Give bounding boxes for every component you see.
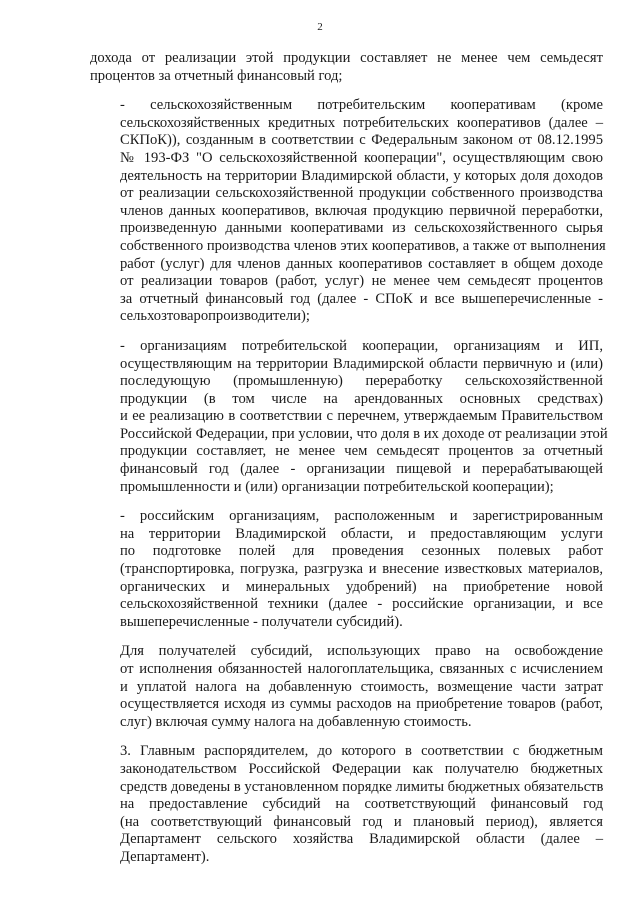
text-line: Российской Федерации, при условии, что доля в их доходе от реализации этой [120,425,608,442]
text-line: собственного производства членов этих кооперативов, а также от выполнения [120,237,606,254]
text-line: - российским организациям, расположенным и зарегистрированным [120,508,603,525]
text-line: от реализации сельскохозяйственной продукции собственного производства [120,185,603,202]
document-body [90,50,608,867]
text-line: промышленности и (или) организации потребительской кооперации); [120,478,554,495]
text-line: продукции составляет, не менее чем семьдесят процентов за отчетный [120,443,603,460]
text-line: СКПоК)), созданным в соответствии с Федеральным законом от 08.12.1995 [120,132,603,149]
text-line: произведенную данными кооперативами из сельскохозяйственного сырья [120,220,603,237]
text-line: Департамент). [120,848,210,865]
text-line: финансовый год (далее - организации пищевой и перерабатывающей [120,461,603,478]
text-line: сельхозтоваропроизводители); [120,308,310,325]
text-line: последующую (промышленную) переработку сельскохозяйственной [120,373,603,390]
page-number: 2 [317,21,323,33]
text-line: 3. Главным распорядителем, до которого в соответствии с бюджетным [120,743,603,760]
text-line: сельскохозяйственных кредитных потребительских кооперативов (далее – [120,114,603,131]
text-line: сельскохозяйственной техники (далее - российские организации, и все [120,596,603,613]
paragraph [90,643,603,731]
paragraph [90,508,603,631]
text-line: органических и минеральных удобрений) на приобретение новой [120,578,603,595]
text-line: - сельскохозяйственным потребительским кооперативам (кроме [120,97,603,114]
paragraph [90,97,606,326]
text-line: слуг) включая сумму налога на добавленную стоимость. [120,713,472,730]
paragraph [90,337,608,496]
text-line: вышеперечисленные - получатели субсидий). [120,613,403,630]
text-line: осуществляется исходя из суммы расходов на приобретение товаров (работ, [120,696,603,713]
text-line: (на соответствующий финансовый год и плановый период), является [120,813,603,830]
text-line: деятельность на территории Владимирской области, у которых доля доходов [120,167,603,184]
text-line: дохода от реализации этой продукции составляет не менее чем семьдесят [90,50,603,66]
paragraph [90,50,603,85]
text-line: и ее реализацию в соответствии с перечнем, утверждаемым Правительством [120,408,603,425]
text-line: за отчетный финансовый год (далее - СПоК и все вышеперечисленные - [120,290,603,307]
text-line: работ (услуг) для членов данных кооперативов составляет в общем доходе [120,255,603,272]
text-line: № 193-ФЗ "О сельскохозяйственной кооперации", осуществляющим свою [120,149,603,166]
text-line: законодательством Российской Федерации как получателю бюджетных [120,760,603,777]
text-line: Для получателей субсидий, использующих право на освобождение [120,643,603,660]
text-line: осуществляющим на территории Владимирской области первичную и (или) [120,355,603,372]
text-line: процентов за отчетный финансовый год; [90,67,343,84]
text-line: и уплатой налога на добавленную стоимость, возмещение части затрат [120,678,603,695]
text-line: продукции (в том числе на арендованных основных средствах) [120,390,603,407]
text-line: от реализации товаров (работ, услуг) не менее чем семьдесят процентов [120,273,603,290]
text-line: членов данных кооперативов, включая продукцию первичной переработки, [120,202,603,219]
text-line: от исполнения обязанностей налогоплательщика, связанных с исчислением [120,661,603,677]
text-line: на предоставление субсидий на соответствующий финансовый год [120,796,603,813]
paragraph [90,743,603,866]
text-line: на территории Владимирской области, и предоставляющим услуги [120,525,603,542]
text-line: Департамент сельского хозяйства Владимирской области (далее – [120,831,603,848]
text-line: (транспортировка, погрузка, разгрузка и внесение известковых материалов, [120,561,603,578]
text-line: по подготовке полей для проведения сезонных полевых работ [120,543,603,560]
text-line: - организациям потребительской кооперации, организациям и ИП, [120,337,603,354]
text-line: средств доведены в установленном порядке лимиты бюджетных обязательств [120,778,604,795]
